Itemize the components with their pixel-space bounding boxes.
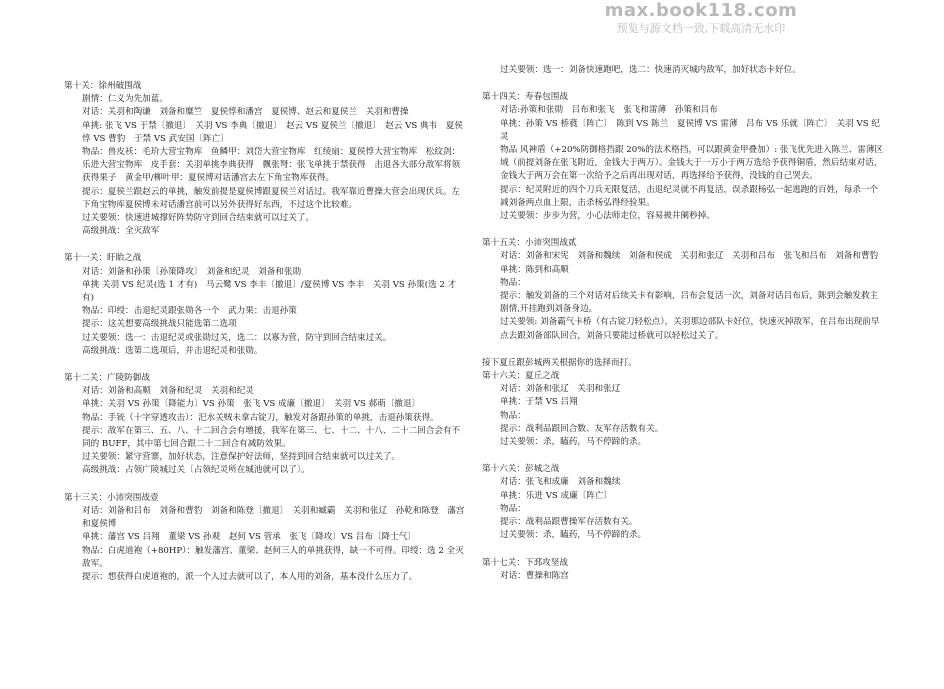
document-line: 提示：战利品跟回合数、友军存活数有关。: [500, 423, 664, 434]
document-line: 对话：刘备和宋宪 刘备和魏续 刘备和侯成 关羽和张辽 关羽和吕布 张飞和吕布 刘备和曹豹: [500, 251, 879, 262]
document-line: 单挑：藩宫 VS 吕翔 董梁 VS 孙观 赵何 VS 管承 张飞〔降攻〕VS 吕布〔降士气〕: [82, 532, 416, 543]
document-line: 过关要领：选一：击退纪灵或张勋过关，选二：以寡为营，防守到回合结束过关。: [82, 332, 392, 343]
document-line: 对话：刘备和孙策〔孙策降攻〕 刘备和纪灵 刘备和张勋: [82, 266, 302, 277]
document-line: 物品：手铳（十字穿透攻击）：汜水关贼未拿古锭刀，触发对备跟孙策的单挑，击退孙策获得。: [82, 412, 439, 423]
document-section: [64, 492, 466, 584]
watermark-title: max.book118.com: [604, 0, 798, 21]
document-line: 物品：白虎道袍（+80HP）：触发藩宫、董梁、赵何三人的单挑获得，缺一不可得。印绶：选 2 全灭敌军。: [82, 545, 464, 569]
document-line: 单挑：陈到和高顺: [500, 264, 569, 275]
document-line: 单挑：孙策 VS 桥蕤〔阵亡〕 陈到 VS 陈兰 夏侯博 VS 雷薄 吕布 VS 乐就〔阵亡〕 关羽 VS 纪灵: [500, 118, 880, 142]
watermark-subtitle: 预览与源文档一致,下载高清无水印: [616, 21, 786, 35]
section-heading: 第十四关：寿春包围战: [482, 92, 568, 103]
document-line: 物品：兽皮袄：毛玠大营宝物库 鱼鳞甲：刘岱大营宝物库 红绫扇：夏侯惇大营宝物库 松纹剑：乐进大营宝物库 皮手套：关羽单挑李典获得 飘张弩：张飞单挑于禁获得 击退各大部分敌军将领获得果子 黄金甲/柳叶甲：夏侯博对话潘宫去左下角宝物库获得。: [82, 147, 461, 184]
document-line: 单挑：于禁 VS 吕翔: [500, 397, 578, 408]
document-line: 提示：敌军在第三、五、八、十二回合会有增援，我军在第三、七、十二、十八、二十二回合会有不同的 BUFF，其中第七回合跟二十二回合有减防效果。: [82, 425, 461, 450]
document-line: 提示：战利品跟曹操军存活数有关。: [500, 517, 638, 528]
document-line: 过关要领: 刘备霸气卡桥（有古锭刀轻松点），关羽那边部队卡好位，快速灭掉敌军，在吕布出现前早点去跟刘备部队回合，刘备只要能过桥就可以轻松过关了。: [500, 317, 880, 341]
document-line: 对话:孙策和张勋 吕布和张飞 张飞和雷薄 孙策和吕布: [500, 105, 718, 116]
document-line: 单挑: 张飞 VS 于禁〔撤退〕 关羽 VS 李典〔撤退〕 赵云 VS 夏侯兰〔撤退〕 赵云 VS 典韦 夏侯惇 VS 曹豹 于禁 VS 武安国〔阵亡〕: [82, 120, 463, 144]
document-line: 接下夏丘跟彭城两关根据你的选择而打。: [482, 357, 637, 368]
document-section: [64, 80, 466, 238]
document-line: 物品 风神盾（+20%防御格挡跟 20%的法术格挡，可以跟黄金甲叠加）: 张飞优先进入陈兰、雷薄区域（前提刘备在张飞附近，金钱大于两万）。金钱大于一万小于两万选给予获得铜盾，然后结束对话，金钱大于两万会在第一次给予之后再出现对话，再选择给予获得，没钱的自己哭去。: [500, 145, 884, 182]
watermark: [576, 0, 826, 35]
document-line: 物品：: [500, 503, 526, 514]
document-line: 单挑 关羽 VS 纪灵(选 1 才有) 马云鹭 VS 李丰〔撤退〕/夏侯博 VS 李丰 关羽 VS 孙策(选 2 才有): [82, 279, 457, 304]
document-line: 提示：想获得白虎道袍的，派一个人过去就可以了，本人用的刘备，基本没什么压力了。: [82, 571, 418, 582]
document-line: 过关要领：杀，瞌药，马不停蹄的杀。: [500, 437, 647, 448]
document-line: 单挑：乐进 VS 成廉〔阵亡〕: [500, 490, 613, 501]
document-line: 提示：触发刘备的三个对话对后续关卡有影响，吕布会复活一次，刘备对话吕布后，陈到会触发救主剧情,开挂跑到刘备身边。: [500, 291, 879, 315]
document-section: [64, 252, 466, 358]
document-line: 物品：: [500, 410, 526, 421]
section-heading: 第十关：徐州破围战: [64, 81, 142, 91]
document-section: [482, 64, 884, 77]
section-heading: 第十六关：彭城之战: [482, 464, 560, 475]
document-line: 过关要领：步步为营，小心法师走位，容易被井阑秒掉。: [500, 211, 715, 222]
document-line: 物品：: [500, 277, 526, 288]
document-section: [64, 372, 466, 478]
section-heading: 第十一关：盱眙之战: [64, 253, 142, 264]
document-line: 对话：刘备和张辽 关羽和张辽: [500, 384, 621, 395]
document-section: [482, 463, 884, 542]
document-line: 提示：纪灵附近的四个刀兵无限复活，击退纪灵就不再复活，误杀跟杨弘一起逃跑的百姓，每杀一个减刘备两点血上限，击杀杨弘得经验果。: [500, 184, 879, 208]
document-line: 对话：刘备和高顺 刘备和纪灵 关羽和纪灵: [82, 386, 254, 397]
document-line: 过关要领：杀，瞌药，马不停蹄的杀。: [500, 530, 647, 541]
document-line: 提示：夏侯兰跟赵云的单挑，触发前提是夏侯博跟夏侯兰对话过。我军靠近曹操大营会出现伏兵。左下角宝物库夏侯博未对话潘宫前可以另外获得好东西，不过这个比较难。: [82, 186, 461, 210]
document-line: 过关要领：选一：刘备快速跑吧，选二：快速消灭城内敌军，加好状态卡好位。: [500, 65, 801, 75]
document-line: 剧情：仁义为先加蓝。: [82, 94, 168, 105]
document-section: [482, 357, 884, 449]
left-column: [64, 80, 466, 598]
document-line: 提示：这关想要高级挑战只能选第二选项: [82, 319, 237, 330]
document-section: [482, 91, 884, 223]
document-line: 对话：张飞和成廉 刘备和魏续: [500, 477, 621, 488]
document-line: 高级挑战：选第二选项后，并击退纪灵和张勋。: [82, 345, 263, 356]
section-heading: 第十七关：下邳攻坚战: [482, 557, 568, 568]
section-heading: 第十二关：广陵防御战: [64, 373, 150, 384]
document-section: [482, 237, 884, 343]
section-heading: 第十五关：小沛突围战贰: [482, 238, 577, 249]
document-line: 高级挑战：全灭敌军: [82, 226, 160, 237]
document-line: 过关要领：快速进城撑好阵势防守到回合结束就可以过关了。: [82, 213, 315, 224]
document-line: 对话：曹操和陈宫: [500, 570, 569, 581]
document-section: [482, 557, 884, 583]
document-line: 高级挑战：占领广陵城过关〔占领纪灵所在城池就可以了〕。: [82, 465, 310, 476]
document-line: 对话：关羽和陶谦 刘备和糜竺 夏侯惇和潘宫 夏侯博、赵云和夏侯兰 关羽和曹操: [82, 107, 409, 118]
document-line: 对话：刘备和吕布 刘备和曹豹 刘备和陈登〔撤退〕 关羽和臧霸 关羽和张辽 孙乾和陈登 藩宫和夏侯博: [82, 505, 465, 530]
section-heading: 第十三关：小沛突围战壹: [64, 492, 159, 503]
section-heading: 第十六关：夏丘之战: [482, 371, 560, 382]
document-line: 过关要领：紧守营寨，加好状态，注意保护好法师，坚持到回合结束就可以过关了。: [82, 452, 400, 463]
right-column: [482, 64, 884, 597]
document-line: 物品：印绶：击退纪灵跟张勋各一个 武力果：击退孙策: [82, 306, 297, 317]
document-line: 单挑：关羽 VS 孙策〔降能力〕VS 孙策 张飞 VS 成廉〔撤退〕 关羽 VS 郝萌〔撤退〕: [82, 399, 421, 410]
